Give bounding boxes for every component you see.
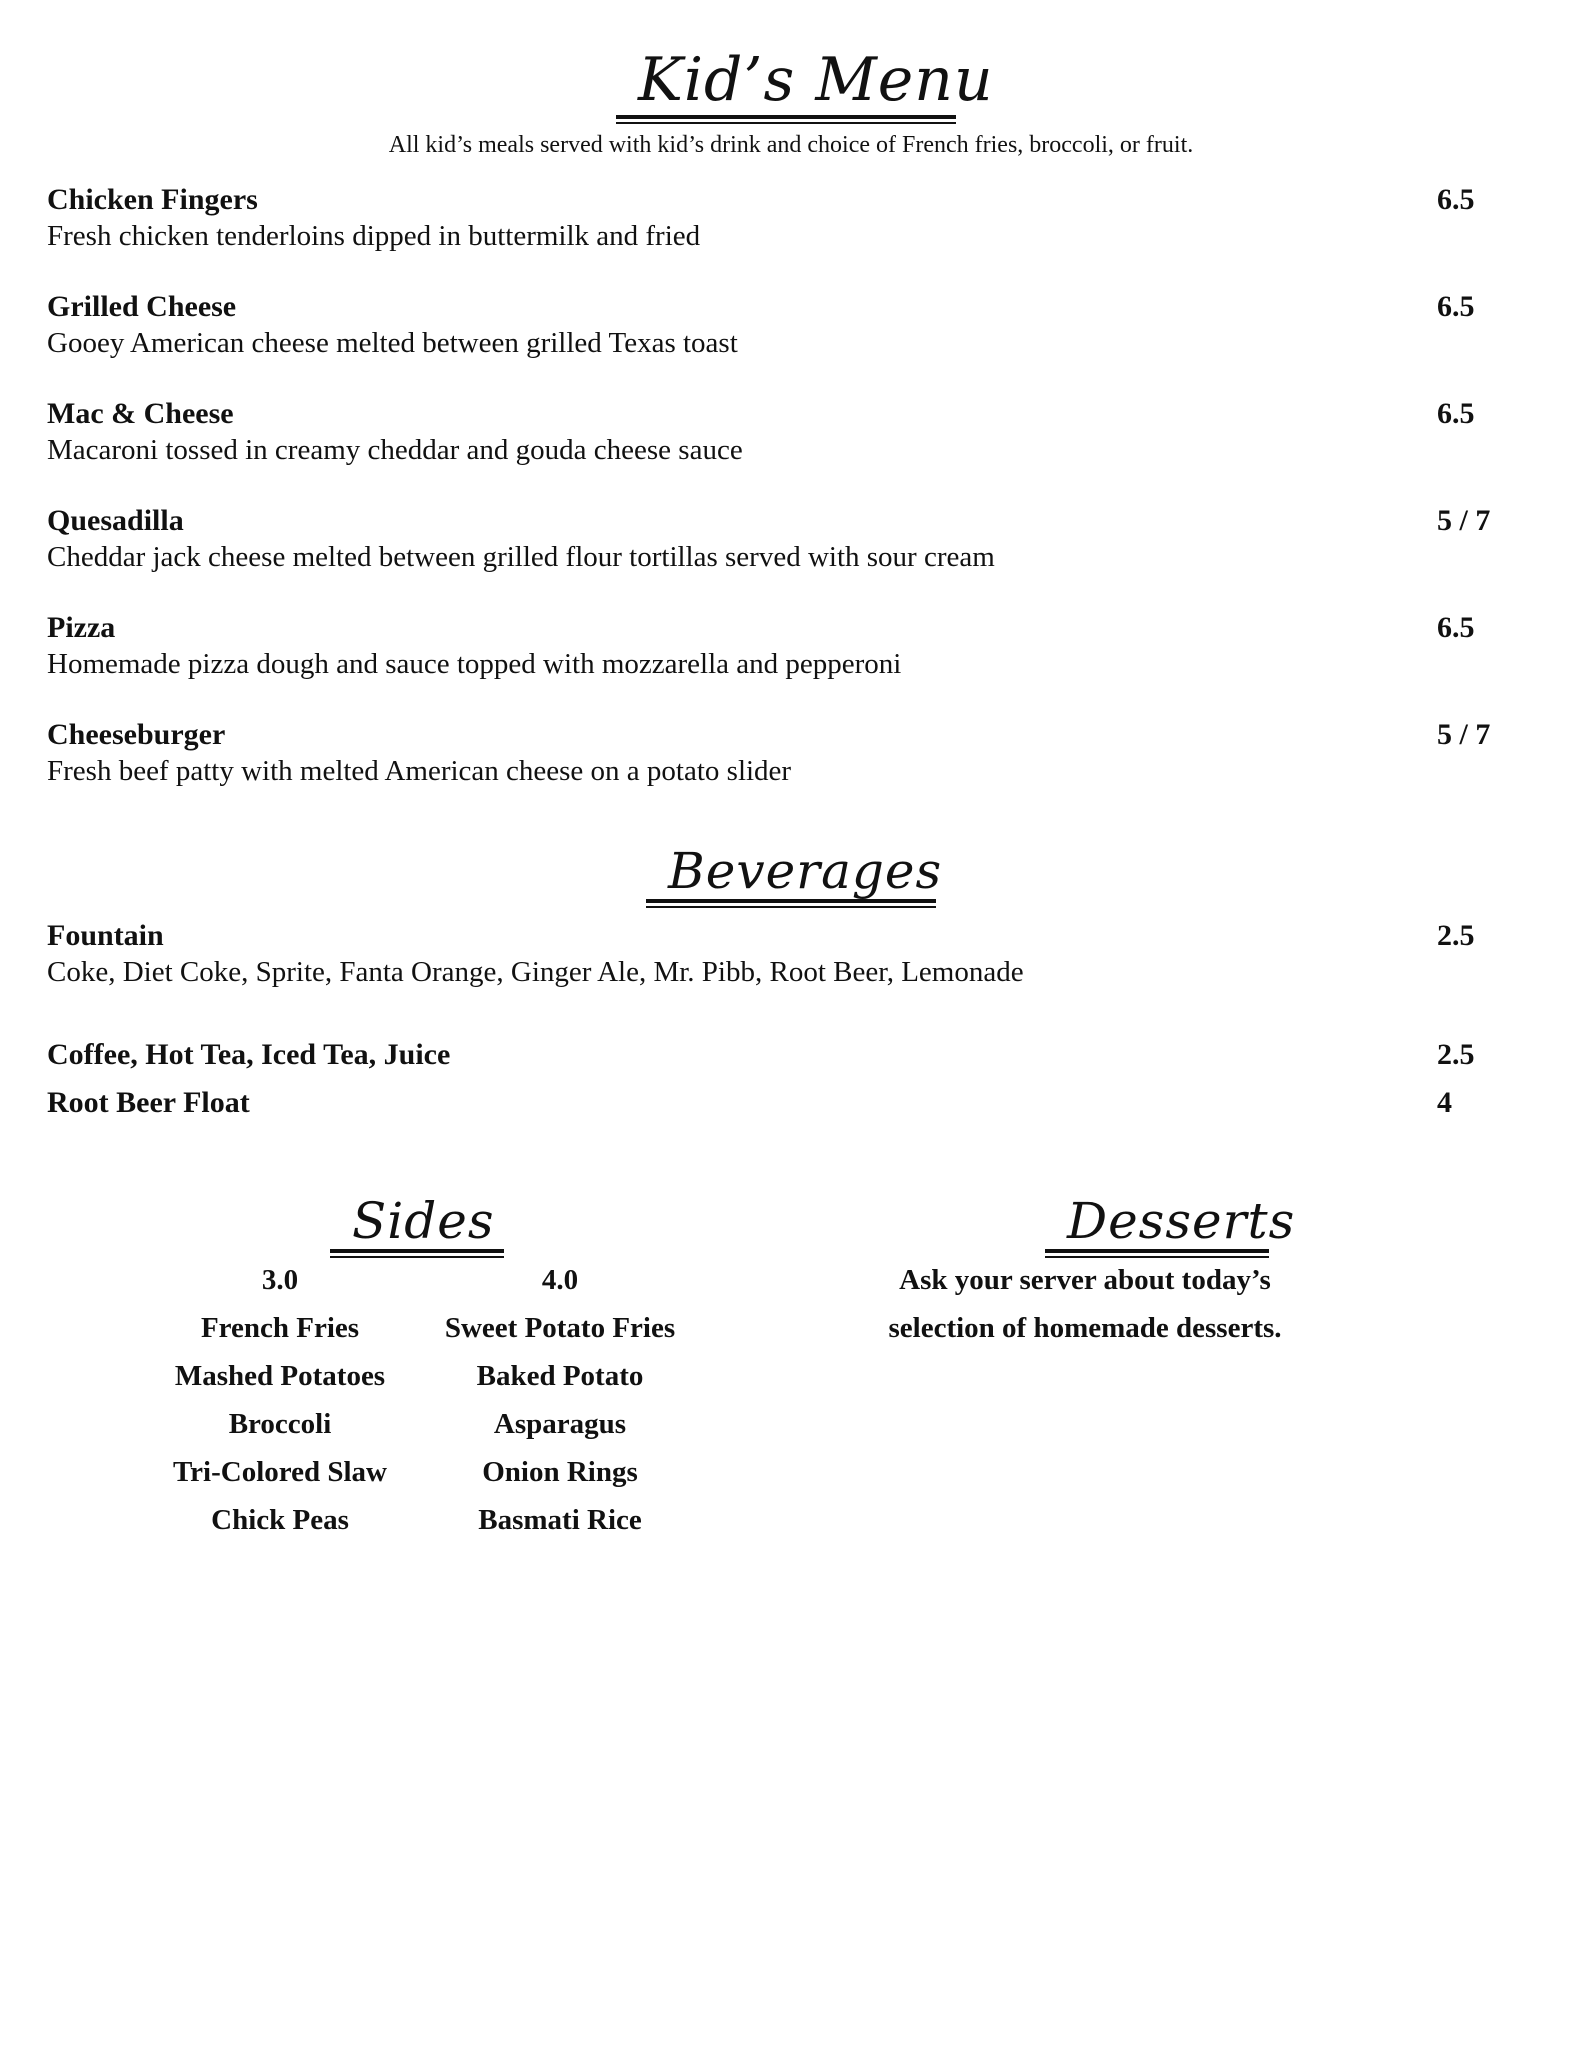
desserts-description [880,1256,1290,1352]
side-item: Mashed Potatoes [174,1360,386,1392]
beverage-root-beer-float [47,1085,1497,1121]
item-price: 4 [1437,1086,1452,1119]
item-price: 6.5 [1437,290,1475,323]
item-name: Mac & Cheese [47,397,234,430]
item-name: Cheeseburger [47,718,226,751]
item-price: 2.5 [1437,919,1475,952]
side-item: Basmati Rice [478,1504,642,1536]
item-price: 5 / 7 [1437,504,1491,537]
beverages-title [646,842,943,908]
item-name: Quesadilla [47,504,184,537]
side-item: Onion Rings [482,1456,638,1488]
item-description: Homemade pizza dough and sauce topped with mozzarella and pepperoni [47,648,902,680]
sides-title [330,1192,504,1258]
title-underline [616,115,956,124]
sides-column-4 [420,1256,700,1544]
item-price: 6.5 [1437,397,1475,430]
beverages-title-text: Beverages [668,842,943,900]
sides-column-price: 3.0 [261,1264,299,1296]
item-price: 5 / 7 [1437,718,1491,751]
desserts-line: selection of homemade desserts. [888,1312,1282,1344]
item-name: Root Beer Float [47,1086,250,1119]
desserts-title [1045,1192,1296,1258]
title-underline [646,899,936,908]
sides-column-price: 4.0 [541,1264,579,1296]
kids-menu-title-text: Kid’s Menu [638,45,994,115]
side-item: French Fries [200,1312,360,1344]
item-description: Fresh chicken tenderloins dipped in buttermilk and fried [47,220,701,252]
item-description: Cheddar jack cheese melted between grilled flour tortillas served with sour cream [47,541,995,573]
sides-column-3 [155,1256,405,1544]
menu-item-quesadilla [47,503,1497,575]
desserts-line: Ask your server about today’s [899,1264,1271,1296]
item-price: 6.5 [1437,611,1475,644]
item-description: Fresh beef patty with melted American cheese on a potato slider [47,755,792,787]
desserts-title-text: Desserts [1067,1192,1296,1250]
item-price: 6.5 [1437,183,1475,216]
side-item: Chick Peas [211,1504,349,1536]
sides-title-text: Sides [352,1192,495,1250]
item-name: Coffee, Hot Tea, Iced Tea, Juice [47,1038,451,1071]
item-description: Gooey American cheese melted between grilled Texas toast [47,327,738,359]
side-item: Asparagus [493,1408,627,1440]
side-item: Baked Potato [476,1360,644,1392]
side-item: Broccoli [228,1408,332,1440]
menu-item-chicken-fingers [47,182,1497,254]
item-name: Grilled Cheese [47,290,237,323]
beverage-fountain [47,918,1497,990]
kids-menu-subtitle: All kid’s meals served with kid’s drink and choice of French fries, broccoli, or fruit. [388,132,1194,158]
side-item: Tri-Colored Slaw [172,1456,387,1488]
beverage-coffee-tea-juice [47,1037,1497,1073]
menu-item-cheeseburger [47,717,1497,789]
item-name: Pizza [47,611,116,644]
item-description: Macaroni tossed in creamy cheddar and gouda cheese sauce [47,434,743,466]
menu-item-pizza [47,610,1497,682]
side-item: Sweet Potato Fries [444,1312,676,1344]
item-name: Chicken Fingers [47,183,258,216]
menu-item-mac-and-cheese [47,396,1497,468]
item-price: 2.5 [1437,1038,1475,1071]
kids-menu-title [616,45,994,124]
item-description: Coke, Diet Coke, Sprite, Fanta Orange, Ginger Ale, Mr. Pibb, Root Beer, Lemonade [47,956,1024,988]
menu-item-grilled-cheese [47,289,1497,361]
item-name: Fountain [47,919,164,952]
